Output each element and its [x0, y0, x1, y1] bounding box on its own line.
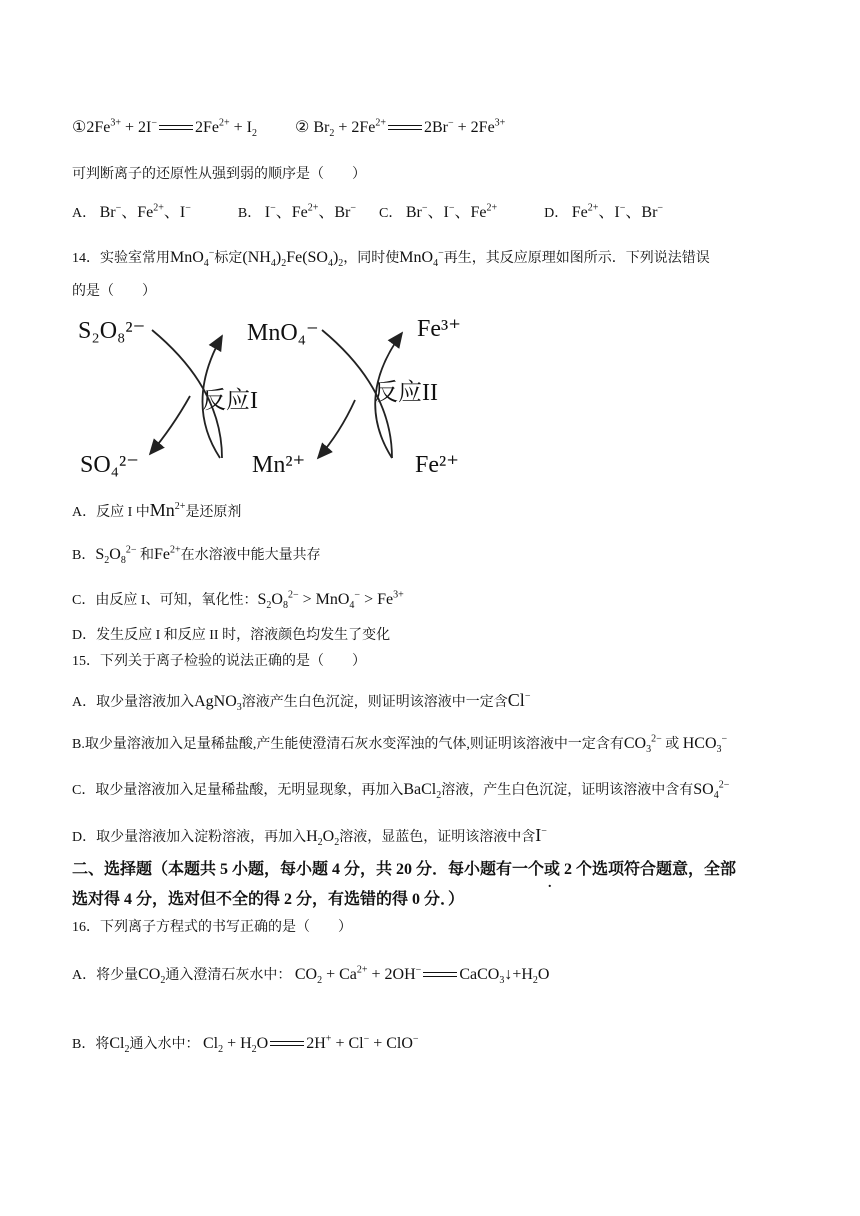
option-d-label: D．: [544, 206, 569, 221]
redox-cycle-diagram: [72, 308, 472, 478]
q14-option-a: A．反应 I 中$Mn^{2+}$是还原剂: [72, 500, 242, 520]
reaction-1-index: ①: [72, 119, 87, 136]
section-2-heading-line1: 二、选择题（本题共 5 小题，每小题 4 分，共 20 分．每小题有一个或 2 个 .选项符合题意，全部: [72, 860, 736, 880]
reaction-2-label: 反应II: [374, 380, 438, 406]
s2o8-label: S₂O₈²⁻: [78, 318, 146, 344]
arrow-to-mn2: [318, 400, 355, 458]
q15-option-d: D．取少量溶液加入淀粉溶液，再加入$H_2O_2$溶液，显蓝色，证明该溶液中含I−: [72, 825, 547, 849]
fe3-label: Fe³⁺: [417, 316, 461, 342]
section-2-heading-line2: 选对得 4 分，选对但不全的得 2 分，有选错的得 0 分．）: [72, 891, 465, 908]
q16-option-a: A．将少量$CO_2$通入澄清石灰水中： $CO_2 + Ca^{2+} + 2OH^-$ $CaCO_3↓+H_2O$: [72, 964, 550, 987]
mno4-label: MnO₄⁻: [247, 320, 319, 346]
option-c-label: C．: [379, 206, 403, 221]
reaction-1-label: 反应I: [202, 388, 258, 414]
option-a-label: A．: [72, 206, 97, 221]
q15-option-a: A．取少量溶液加入AgNO$_3$溶液产生白色沉淀，则证明该溶液中一定含Cl−: [72, 690, 531, 714]
emphasis-text: 一个或 2 个 .: [512, 861, 592, 878]
q14-option-c: C．由反应 I、可知，氧化性：$S_2O_8^{2-} > MnO_4^- > Fe^{3+}$: [72, 589, 404, 612]
q15-stem: 15．下列关于离子检验的说法正确的是（ ）: [72, 654, 366, 669]
q14-option-d: D．发生反应 I 和反应 II 时，溶液颜色均发生了变化: [72, 628, 391, 643]
q13-prompt: 可判断离子的还原性从强到弱的顺序是（ ）: [72, 167, 366, 182]
q14-stem-line2: 的是（ ）: [72, 284, 156, 299]
so4-label: SO₄²⁻: [80, 452, 139, 478]
reaction-equations: $①2Fe^{3+} + 2I^-$ $2Fe^{2+} + I_2$ ② $Br_2 + 2Fe^{2+}$ $2Br^- + 2Fe^{3+}$: [72, 117, 506, 140]
arrow-to-so4: [150, 396, 190, 454]
q14-stem-line1: 14．实验室常用MnO$_4$−标定$(NH_4)_2Fe(SO_4)_2$，同时使MnO$_4$−再生，其反应原理如图所示．下列说法错误: [72, 247, 710, 270]
q14-option-b: B．$S_2O_8^{2-}$ 和$Fe^{2+}$在水溶液中能大量共存: [72, 544, 321, 567]
reaction-2-index: ②: [294, 119, 310, 136]
q16-option-b: B．将$Cl_2$通入水中： $Cl_2 + H_2O$ 2H+ + Cl− + ClO−: [72, 1033, 419, 1056]
q15-option-b: B.取少量溶液加入足量稀盐酸,产生能使澄清石灰水变浑浊的气体,则证明该溶液中一定含有$CO_3^{2-}$ 或 $HCO_3^-$: [72, 733, 728, 756]
q16-stem: 16．下列离子方程式的书写正确的是（ ）: [72, 920, 352, 935]
fe2-label: Fe²⁺: [415, 452, 459, 478]
option-b-label: B．: [237, 206, 262, 221]
q13-options: A． Br−、$Fe^{2+}$、I− B． I−、$Fe^{2+}$、Br− C． Br−、I−、$Fe^{2+}$ D． $Fe^{2+}$、I−、Br−: [72, 202, 664, 221]
mn2-label: Mn²⁺: [252, 452, 306, 478]
q15-option-c: C．取少量溶液加入足量稀盐酸，无明显现象，再加入BaCl$_2$溶液，产生白色沉淀，证明该溶液中含有$SO_4^{2-}$: [72, 779, 730, 802]
